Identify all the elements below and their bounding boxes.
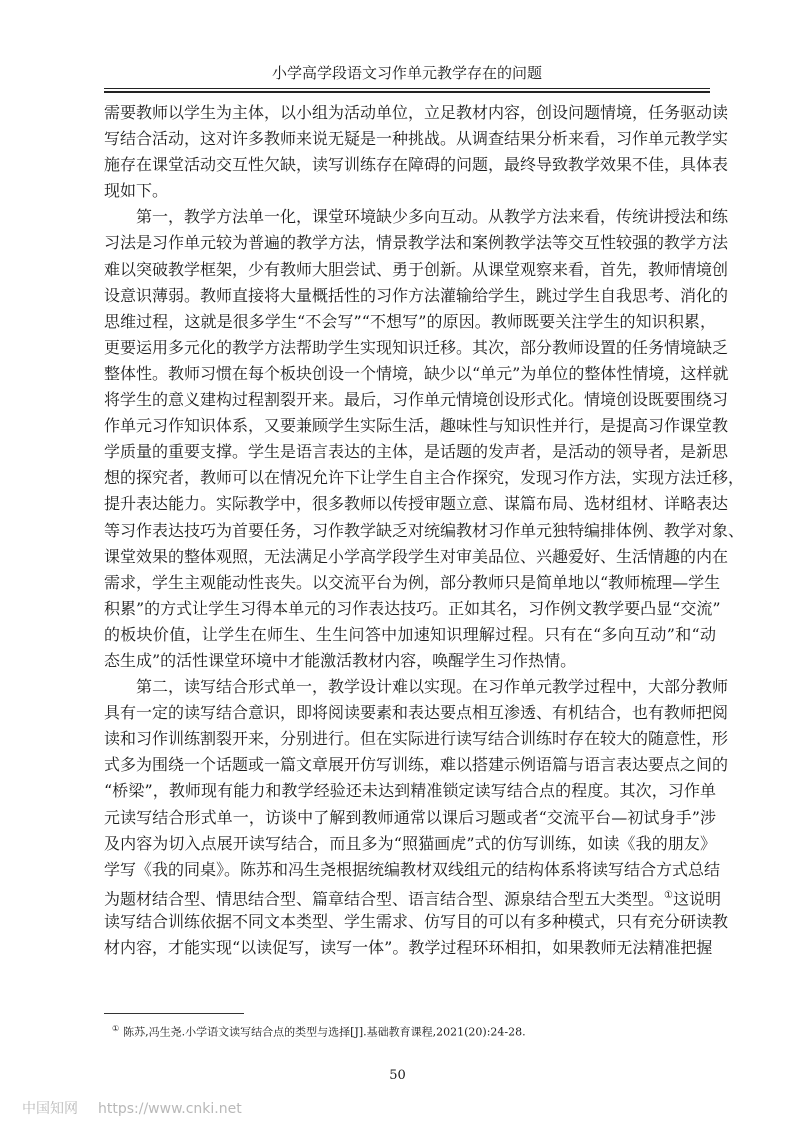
text-line: 将学生的意义建构过程割裂开来。最后，习作单元情境创设形式化。情境创设既要围绕习: [104, 390, 729, 410]
body-text: [104, 100, 745, 961]
text-line: 现如下。: [104, 181, 169, 201]
text-line: 课堂效果的整体观照，无法满足小学高学段学生对审美品位、兴趣爱好、生活情趣的内在: [104, 546, 729, 566]
text-line: 需要教师以学生为主体，以小组为活动单位，立足教材内容，创设问题情境，任务驱动读: [104, 103, 729, 122]
text-line: 的板块价值，让学生在师生、生生问答中加速知识理解过程。只有在“多向互动”和“动: [104, 624, 716, 644]
text-line: 第二，读写结合形式单一，教学设计难以实现。在习作单元教学过程中，大部分教师: [136, 677, 729, 697]
text-line: 施存在课堂活动交互性欠缺，读写训练存在障碍的问题，最终导致教学效果不佳，具体表: [104, 155, 729, 175]
text-line: 思维过程，这就是很多学生“不会写”“不想写”的原因。教师既要关注学生的知识积累，: [104, 311, 716, 331]
text-line: 提升表达能力。实际教学中，很多教师以传授审题立意、谋篇布局、选材组材、详略表达: [104, 494, 729, 514]
text-line: 读写结合训练依据不同文本类型、学生需求、仿写目的可以有多种模式，只有充分研读教: [104, 911, 729, 931]
text-line: 想的探究者，教师可以在情况允许下让学生自主合作探究，发现习作方法，实现方法迁移，: [104, 468, 745, 488]
text-line: 材内容，才能实现“以读促写，读写一体”。教学过程环环相扣，如果教师无法精准把握: [104, 938, 713, 957]
header-rule: [104, 88, 710, 89]
text-line: 写结合活动，这对许多教师来说无疑是一种挑战。从调查结果分析来看，习作单元教学实: [104, 129, 729, 149]
text-line: 第一，教学方法单一化，课堂环境缺少多向互动。从教学方法来看，传统讲授法和练: [136, 207, 729, 227]
header-rule-thick: [104, 91, 710, 93]
paragraph: [104, 204, 745, 674]
text-line: 学质量的重要支撑。学生是语言表达的主体，是话题的发声者，是活动的领导者，是新思: [104, 442, 729, 462]
text-line: 习法是习作单元较为普遍的教学方法，情景教学法和案例教学法等交互性较强的教学方法: [104, 233, 729, 253]
page-number: 50: [389, 1068, 406, 1083]
text-line: 态生成”的活性课堂环境中才能激活教材内容，唤醒学生习作热情。: [104, 650, 577, 670]
watermark-brand: 中国知网: [22, 1101, 78, 1117]
running-header: 小学高学段语文习作单元教学存在的问题: [271, 64, 542, 82]
text-line: 读和习作训练割裂开来，分别进行。但在实际进行读写结合训练时存在较大的随意性，形: [104, 729, 729, 749]
footnote-marker: ①: [112, 1024, 120, 1033]
paragraph: [104, 100, 729, 204]
text-line: 及内容为切入点展开读写结合，而且多为“照猫画虎”式的仿写训练，如读《我的朋友》: [104, 833, 716, 853]
footnote: [112, 1021, 526, 1041]
text-line: 设意识薄弱。教师直接将大量概括性的习作方法灌输给学生，跳过学生自我思考、消化的: [104, 285, 729, 305]
text-line: 难以突破教学框架，少有教师大胆尝试、勇于创新。从课堂观察来看，首先，教师情境创: [104, 259, 729, 279]
paragraph: [104, 674, 729, 961]
text-line: 为题材结合型、情思结合型、篇章结合型、语言结合型、源泉结合型五大类型。①这说明: [104, 889, 721, 909]
text-line: 式多为围绕一个话题或一篇文章展开仿写训练，难以搭建示例语篇与语言表达要点之间的: [104, 755, 729, 775]
text-line: 需求，学生主观能动性丧失。以交流平台为例，部分教师只是简单地以“教师梳理—学生: [104, 572, 721, 592]
text-line: 等习作表达技巧为首要任务，习作教学缺乏对统编教材习作单元独特编排体例、教学对象、: [104, 520, 745, 540]
footnote-divider: [104, 1013, 244, 1014]
text-line: 更要运用多元化的教学方法帮助学生实现知识迁移。其次，部分教师设置的任务情境缺乏: [104, 337, 729, 357]
text-line: 积累”的方式让学生习得本单元的习作表达技巧。正如其名，习作例文教学要凸显“交流”: [104, 598, 721, 618]
text-line: “桥梁”，教师现有能力和教学经验还未达到精准锁定读写结合点的程度。其次，习作单: [104, 781, 716, 801]
footnote-reference: ①: [664, 889, 673, 901]
footnote-text: 陈苏,冯生尧.小学语文读写结合点的类型与选择[J].基础教育课程,2021(20):24-28.: [123, 1025, 526, 1039]
watermark-url: https://www.cnki.net: [98, 1101, 242, 1117]
text-line: 学写《我的同桌》。陈苏和冯生尧根据统编教材双线组元的结构体系将读写结合方式总结: [104, 859, 721, 879]
text-line: 具有一定的读写结合意识，即将阅读要素和表达要点相互渗透、有机结合，也有教师把阅: [104, 703, 729, 723]
text-line: 作单元习作知识体系，又要兼顾学生实际生活，趣味性与知识性并行，是提高习作课堂教: [104, 416, 729, 436]
text-line: 整体性。教师习惯在每个板块创设一个情境，缺少以“单元”为单位的整体性情境，这样就: [104, 363, 729, 383]
text-line: 元读写结合形式单一，访谈中了解到教师通常以课后习题或者“交流平台—初试身手”涉: [104, 807, 716, 827]
watermark: [22, 1098, 242, 1118]
